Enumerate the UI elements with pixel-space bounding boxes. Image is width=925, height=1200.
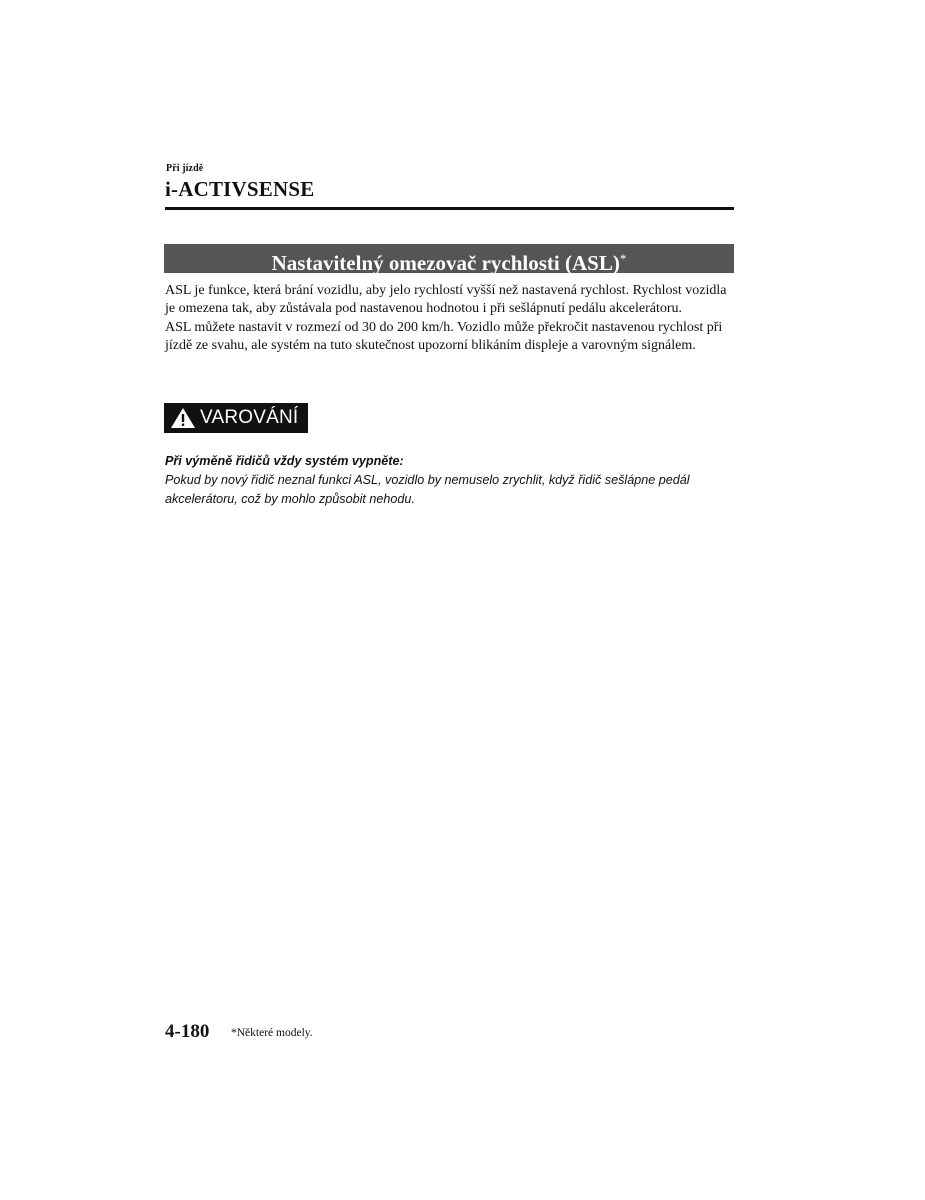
- body-paragraph: ASL můžete nastavit v rozmezí od 30 do 200 km/h. Vozidlo může překročit nastavenou rychlost při jízdě ze svahu, ale systém na tuto skutečnost upozorní blikáním displeje a varovným signálem.: [165, 319, 723, 354]
- page-number: 4-180: [165, 1021, 210, 1042]
- header-divider: [165, 207, 734, 210]
- section-title-marker: *: [619, 251, 627, 266]
- section-title: Nastavitelný omezovač rychlosti (ASL): [271, 251, 620, 275]
- warning-content: [165, 452, 737, 509]
- warning-heading: Při výměně řidičů vždy systém vypněte:: [165, 454, 404, 468]
- section-title-bar: [164, 244, 734, 273]
- warning-triangle-icon: [170, 407, 196, 429]
- warning-label: VAROVÁNÍ: [200, 407, 299, 428]
- section-heading: i-ACTIVSENSE: [165, 177, 315, 201]
- chapter-label: Při jízdě: [166, 163, 204, 174]
- footnote: *Některé modely.: [231, 1027, 313, 1039]
- body-paragraph: ASL je funkce, která brání vozidlu, aby jelo rychlostí vyšší než nastavená rychlost. Rychlost vozidla je omezena tak, aby zůstávala pod nastavenou hodnotou i při sešlápnutí pedálu akcelerátoru.: [165, 283, 727, 317]
- warning-badge: [164, 403, 308, 433]
- warning-text: Pokud by nový řidič neznal funkci ASL, vozidlo by nemuselo zrychlit, když řidič sešlápne pedál akcelerátoru, což by mohlo způsobit nehodu.: [165, 473, 690, 506]
- body-text: [165, 282, 737, 356]
